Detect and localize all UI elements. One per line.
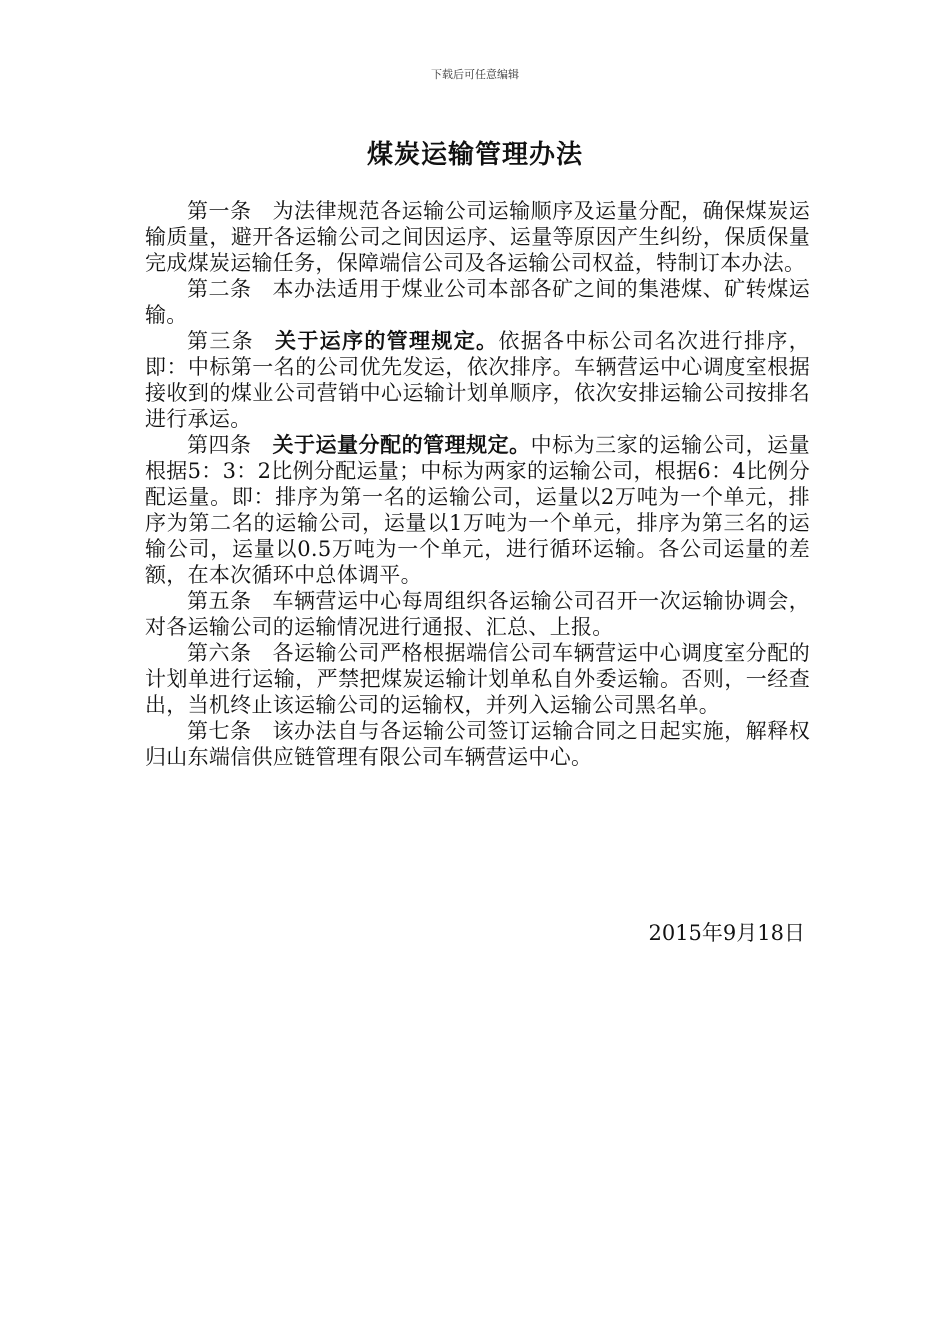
article-4 (145, 432, 810, 588)
article-label: 第七条 (187, 719, 252, 743)
article-5 (145, 588, 810, 640)
article-text: 本办法适用于煤业公司本部各矿之间的集港煤、矿转煤运输。 (145, 277, 811, 327)
article-6 (145, 640, 810, 718)
article-text: 依据各中标公司名次进行排序，即：中标第一名的公司优先发运，依次排序。车辆营运中心调度室根据接收到的煤业公司营销中心运输计划单顺序，依次安排运输公司按排名进行承运。 (145, 329, 811, 431)
article-heading: 关于运量分配的管理规定。 (272, 433, 531, 457)
article-text: 为法律规范各运输公司运输顺序及运量分配，确保煤炭运输质量，避开各运输公司之间因运序、运量等原因产生纠纷，保质保量完成煤炭运输任务，保障端信公司及各运输公司权益，特制订本办法。 (145, 199, 811, 275)
article-text: 中标为三家的运输公司，运量根据5：3：2比例分配运量；中标为两家的运输公司，根据6：4比例分配运量。即：排序为第一名的运输公司，运量以2万吨为一个单元，排序为第二名的运输公司，运量以1万吨为一个单元，排序为第三名的运输公司，运量以0.5万吨为一个单元，进行循环运输。各公司运量的差额，在本次循环中总体调平。 (145, 433, 810, 587)
article-1 (145, 198, 810, 276)
article-text: 该办法自与各运输公司签订运输合同之日起实施，解释权归山东端信供应链管理有限公司车辆营运中心。 (145, 719, 811, 769)
article-label: 第四条 (187, 433, 252, 457)
article-label: 第一条 (187, 199, 252, 223)
header-note: 下载后可任意编辑 (431, 68, 519, 81)
document-date: 2015年9月18日 (648, 921, 805, 945)
article-2 (145, 276, 810, 328)
document-title: 煤炭运输管理办法 (366, 140, 583, 170)
article-7 (145, 718, 810, 770)
article-3 (145, 328, 810, 432)
article-list (145, 198, 810, 770)
article-heading: 关于运序的管理规定。 (275, 329, 499, 353)
article-label: 第二条 (187, 277, 252, 301)
article-label: 第五条 (187, 589, 252, 613)
article-label: 第三条 (187, 329, 255, 353)
article-text: 车辆营运中心每周组织各运输公司召开一次运输协调会，对各运输公司的运输情况进行通报、汇总、上报。 (145, 589, 811, 639)
article-label: 第六条 (187, 641, 252, 665)
article-text: 各运输公司严格根据端信公司车辆营运中心调度室分配的计划单进行运输，严禁把煤炭运输计划单私自外委运输。否则，一经查出，当机终止该运输公司的运输权，并列入运输公司黑名单。 (145, 641, 811, 717)
